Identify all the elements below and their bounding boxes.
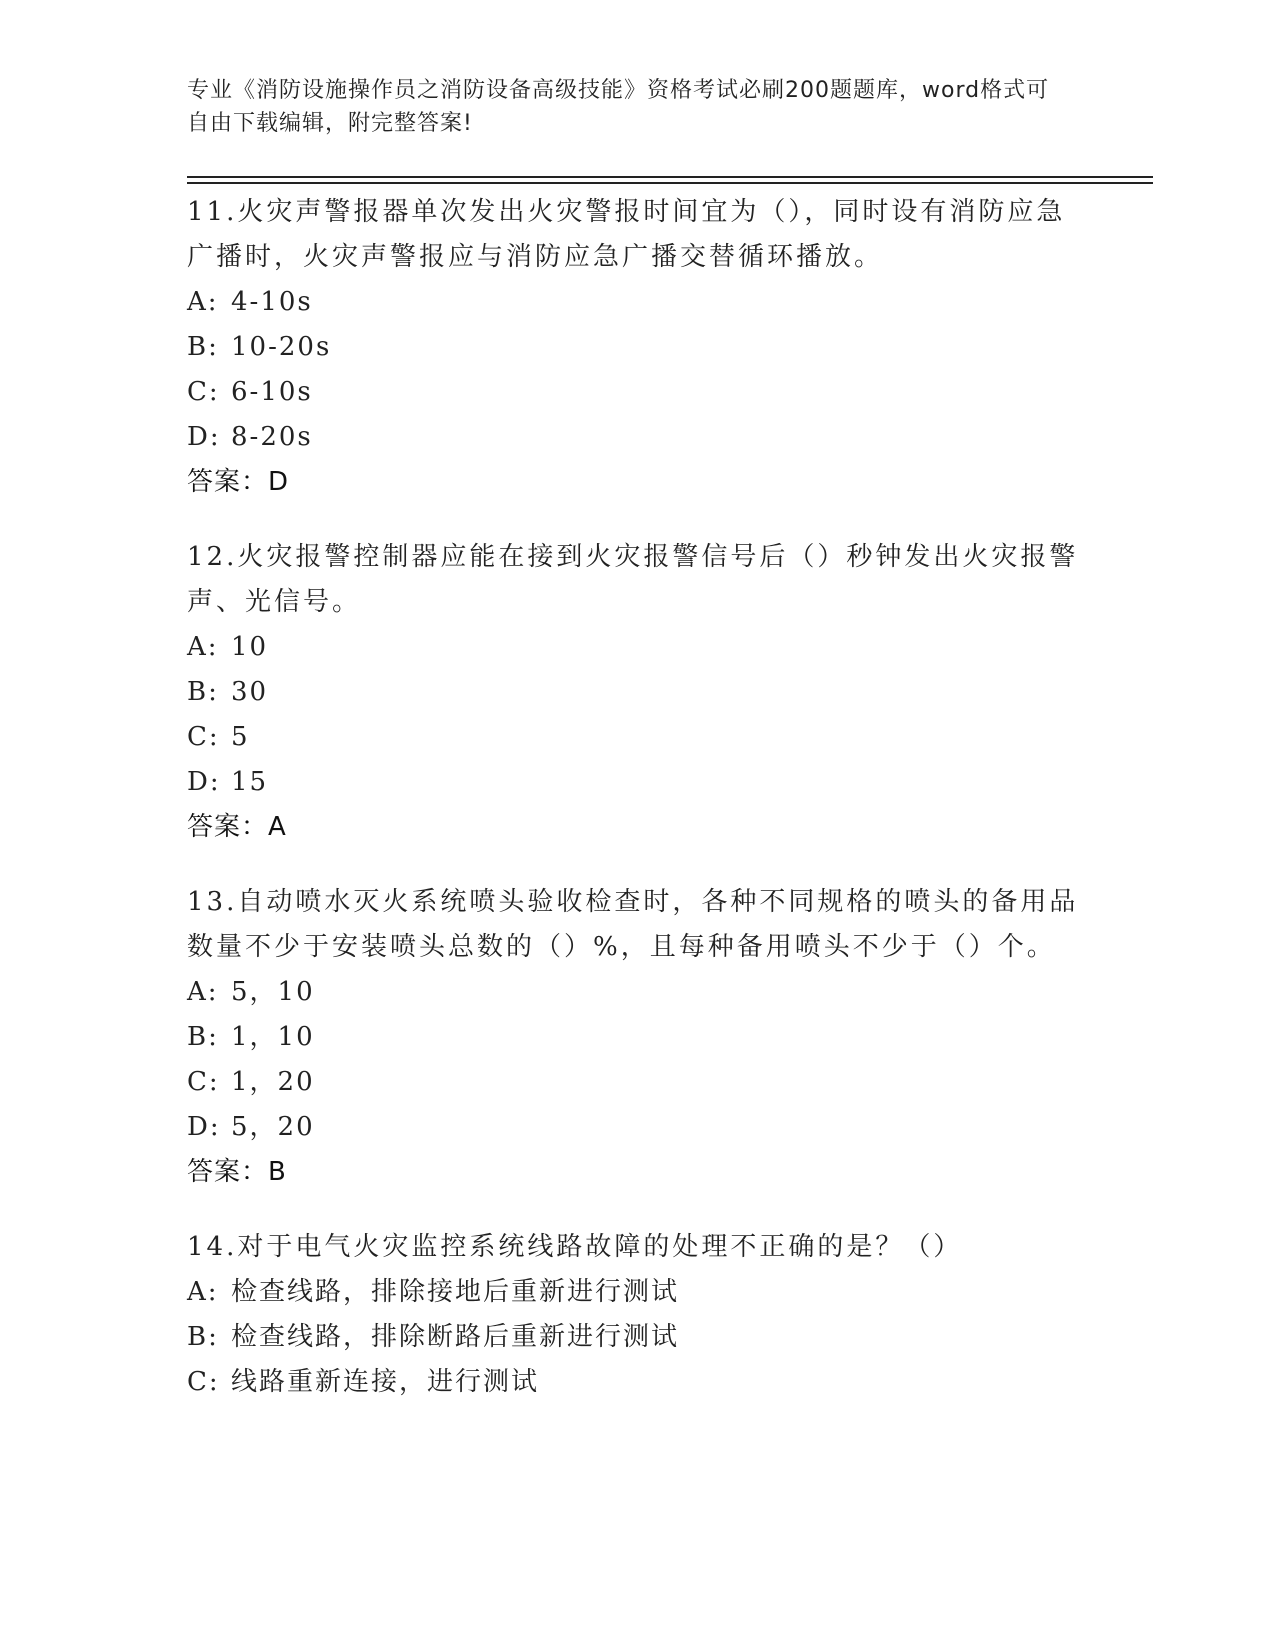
option-letter: D:: [187, 1112, 221, 1142]
option-c: [187, 715, 1087, 760]
option-text: 5，10: [231, 977, 315, 1007]
question-list: [187, 190, 1087, 1435]
option-b: [187, 670, 1087, 715]
option-d: [187, 1105, 1087, 1150]
option-c: [187, 1360, 1087, 1405]
option-a: [187, 625, 1087, 670]
option-d: [187, 760, 1087, 805]
option-letter: D:: [187, 767, 221, 797]
answer-line: 答案：A: [187, 812, 287, 842]
option-letter: C:: [187, 1067, 220, 1097]
option-b: [187, 1015, 1087, 1060]
option-letter: D:: [187, 422, 221, 452]
option-text: 检查线路，排除断路后重新进行测试: [231, 1322, 680, 1352]
option-text: 检查线路，排除接地后重新进行测试: [231, 1277, 680, 1307]
document-header: 专业《消防设施操作员之消防设备高级技能》资格考试必刷200题题库，word格式可自由下载编辑，附完整答案!: [187, 78, 1050, 136]
option-letter: C:: [187, 722, 220, 752]
question-stem: 11.火灾声警报器单次发出火灾警报时间宜为（），同时设有消防应急广播时，火灾声警报应与消防应急广播交替循环播放。: [187, 197, 1066, 272]
option-text: 15: [231, 767, 269, 797]
option-letter: A:: [187, 977, 219, 1007]
option-c: [187, 370, 1087, 415]
option-text: 5: [231, 722, 250, 752]
option-c: [187, 1060, 1087, 1105]
header-divider-top: [187, 176, 1153, 178]
option-text: 5，20: [231, 1112, 315, 1142]
option-letter: B:: [187, 1022, 219, 1052]
option-text: 8-20s: [231, 422, 313, 452]
option-letter: B:: [187, 332, 219, 362]
option-a: [187, 970, 1087, 1015]
question-14: [187, 1225, 1087, 1405]
header-divider-bottom: [187, 182, 1153, 184]
option-text: 10-20s: [231, 332, 332, 362]
option-letter: C:: [187, 1367, 220, 1397]
answer-line: 答案：B: [187, 1157, 287, 1187]
option-letter: B:: [187, 677, 219, 707]
answer-line: 答案：D: [187, 467, 290, 497]
option-text: 1，10: [231, 1022, 315, 1052]
option-b: [187, 325, 1087, 370]
question-13: [187, 880, 1087, 1195]
question-stem: 14.对于电气火灾监控系统线路故障的处理不正确的是？（）: [187, 1232, 963, 1262]
option-text: 6-10s: [231, 377, 313, 407]
option-letter: B:: [187, 1322, 219, 1352]
option-text: 1，20: [231, 1067, 315, 1097]
option-b: [187, 1315, 1087, 1360]
question-11: [187, 190, 1087, 505]
option-d: [187, 415, 1087, 460]
option-a: [187, 1270, 1087, 1315]
option-letter: C:: [187, 377, 220, 407]
option-text: 线路重新连接，进行测试: [231, 1367, 540, 1397]
question-stem: 13.自动喷水灭火系统喷头验收检查时，各种不同规格的喷头的备用品数量不少于安装喷头总数的（）%，且每种备用喷头不少于（）个。: [187, 887, 1079, 962]
option-a: [187, 280, 1087, 325]
option-text: 4-10s: [231, 287, 313, 317]
option-letter: A:: [187, 1277, 219, 1307]
option-letter: A:: [187, 632, 219, 662]
option-text: 10: [231, 632, 269, 662]
option-text: 30: [231, 677, 269, 707]
question-stem: 12.火灾报警控制器应能在接到火灾报警信号后（）秒钟发出火灾报警声、光信号。: [187, 542, 1079, 617]
question-12: [187, 535, 1087, 850]
option-letter: A:: [187, 287, 219, 317]
